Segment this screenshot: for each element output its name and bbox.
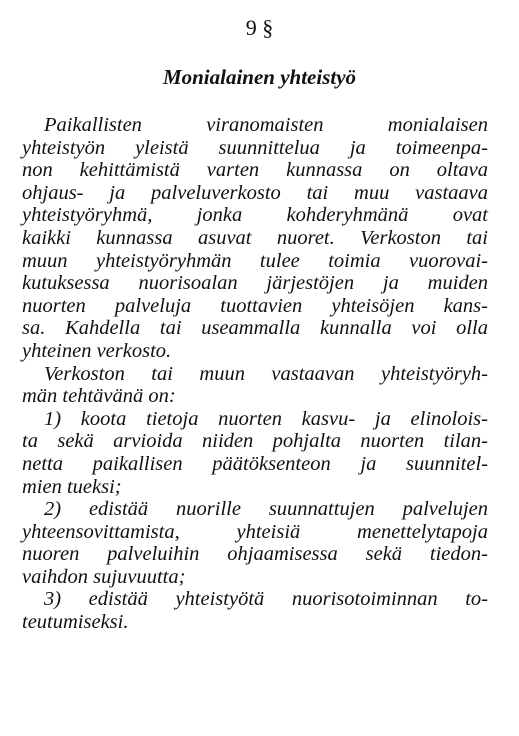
text-line: 1) koota tietoja nuorten kasvu- ja elinolois- — [44, 407, 488, 430]
text-line: mien tueksi; — [22, 475, 122, 498]
text-line: ta sekä arvioida niiden pohjalta nuorten tilan- — [22, 430, 488, 453]
text-line: teutumiseksi. — [22, 611, 129, 634]
text-line: 2) edistää nuorille suunnattujen palvelujen — [44, 498, 488, 521]
section-number: 9 § — [245, 15, 274, 40]
text-line: vaihdon sujuvuutta; — [22, 565, 186, 588]
text-line: non kehittämistä varten kunnassa on oltava — [22, 159, 488, 182]
text-line: kutuksessa nuorisoalan järjestöjen ja muiden — [22, 272, 488, 295]
text-line: yhteensovittamista, yhteisiä menettelytapoja — [22, 520, 488, 543]
text-line: muun yhteistyöryhmän tulee toimia vuorovai- — [22, 249, 488, 272]
paragraph-general — [22, 114, 488, 363]
text-line: kaikki kunnassa asuvat nuoret. Verkoston tai — [22, 226, 488, 249]
text-line: sa. Kahdella tai useammalla kunnalla voi olla — [22, 317, 488, 340]
text-line: netta paikallisen päätöksenteon ja suunnitel- — [22, 452, 488, 475]
text-line: Verkoston tai muun vastaavan yhteistyöryh- — [44, 362, 488, 385]
list-item-3 — [22, 588, 488, 633]
text-line: Paikallisten viranomaisten monialaisen — [44, 114, 488, 136]
text-line: män tehtävänä on: — [22, 385, 176, 408]
text-line: nuoren palveluihin ohjaamisessa sekä tiedon- — [22, 543, 488, 566]
list-item-2 — [22, 498, 488, 588]
paragraph-tasks-intro — [22, 363, 488, 408]
text-line: yhteistyön yleistä suunnittelua ja toimeenpa- — [22, 136, 488, 159]
text-line: ohjaus- ja palveluverkosto tai muu vastaava — [22, 181, 488, 204]
text-line: yhteinen verkosto. — [22, 339, 172, 362]
text-line: yhteistyöryhmä, jonka kohderyhmänä ovat — [22, 204, 488, 227]
list-item-1 — [22, 408, 488, 498]
text-line: nuorten palveluja tuottavien yhteisöjen kans- — [22, 294, 488, 317]
section-body — [22, 114, 488, 634]
section-title: Monialainen yhteistyö — [162, 65, 357, 89]
text-line: 3) edistää yhteistyötä nuorisotoiminnan to- — [44, 588, 488, 611]
